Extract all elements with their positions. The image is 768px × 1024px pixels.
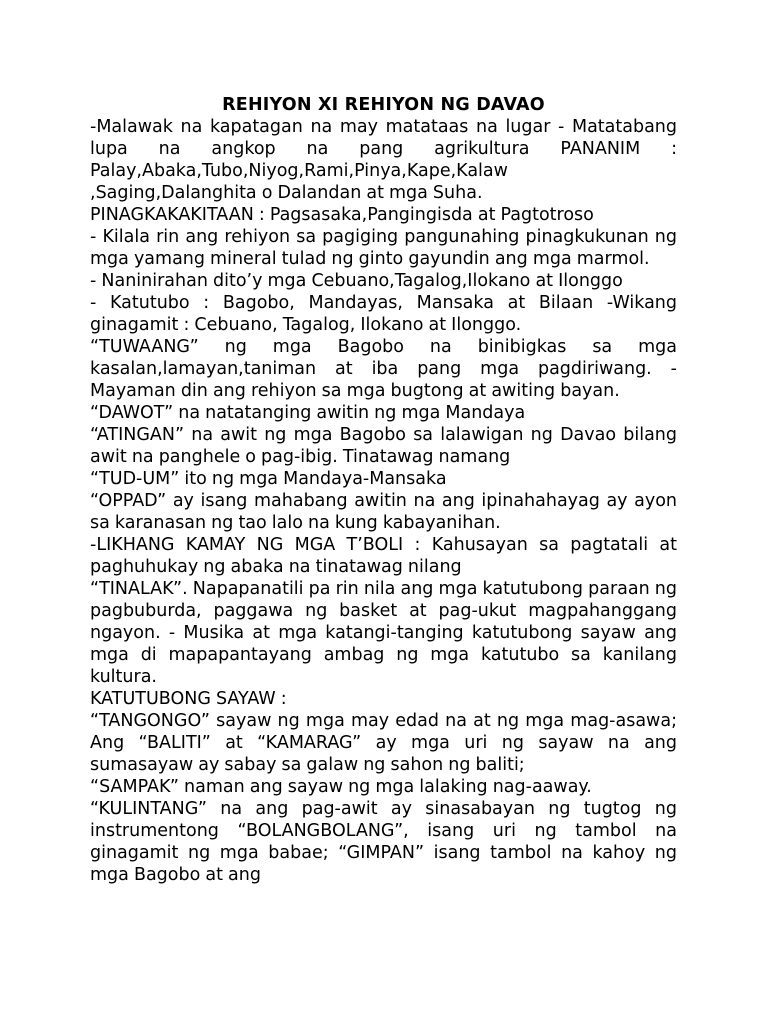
document-page	[90, 94, 677, 886]
paragraph-tangongo: “TANGONGO” sayaw ng mga may edad na at ng mga mag-asawa; Ang “BALITI” at “KAMARAG” ay mga uri ng sayaw na ang sumasayaw ay sabay sa galaw ng sahon ng baliti;	[90, 711, 677, 775]
paragraph-tinalak: “TINALAK”. Napapanatili pa rin nila ang mga katutubong paraan ng pagbuburda, paggawa ng basket at pag-ukut magpahanggang ngayon. - Musika at mga katangi-tanging katutubong sayaw ang mga di mapapantayang ambag ng mga katutubo sa kanilang kultura.	[90, 579, 677, 687]
paragraph-sampak: “SAMPAK” naman ang sayaw ng mga lalaking nag-aaway.	[90, 777, 592, 797]
paragraph-dawot: “DAWOT” na natatanging awitin ng mga Mandaya	[90, 403, 526, 423]
paragraph-intro: -Malawak na kapatagan na may matataas na lugar - Matatabang lupa na angkop na pang agrikultura PANANIM : Palay,Abaka,Tubo,Niyog,Rami,Pinya,Kape,Kalaw ,Saging,Dalanghita o Dalandan at mga Suha.	[90, 117, 677, 203]
paragraph-tboli-crafts: -LIKHANG KAMAY NG MGA T’BOLI : Kahusayan sa pagtatali at paghuhukay ng abaka na tinatawag nilang	[90, 535, 677, 577]
paragraph-atingan: “ATINGAN” na awit ng mga Bagobo sa lalawigan ng Davao bilang awit na panghele o pag-ibig. Tinatawag namang	[90, 425, 677, 467]
paragraph-oppad: “OPPAD” ay isang mahabang awitin na ang ipinahahayag ay ayon sa karanasan ng tao lalo na kung kabayanihan.	[90, 491, 677, 533]
paragraph-dances-heading: KATUTUBONG SAYAW :	[90, 689, 287, 709]
paragraph-natives: - Katutubo : Bagobo, Mandayas, Mansaka at Bilaan -Wikang ginagamit : Cebuano, Tagalog, Ilokano at Ilonggo.	[90, 293, 677, 335]
paragraph-kulintang: “KULINTANG” na ang pag-awit ay sinasabayan ng tugtog ng instrumentong “BOLANGBOLANG”, isang uri ng tambol na ginagamit ng mga babae; “GIMPAN” isang tambol na kahoy ng mga Bagobo at ang	[90, 799, 677, 885]
paragraph-tuwaang: “TUWAANG” ng mga Bagobo na binibigkas sa mga kasalan,lamayan,taniman at iba pang mga pagdiriwang. - Mayaman din ang rehiyon sa mga bugtong at awiting bayan.	[90, 337, 677, 401]
paragraph-inhabitants: - Naninirahan dito’y mga Cebuano,Tagalog,Ilokano at Ilonggo	[90, 271, 623, 291]
paragraph-minerals: - Kilala rin ang rehiyon sa pagiging pangunahing pinagkukunan ng mga yamang mineral tulad ng ginto gayundin ang mga marmol.	[90, 227, 677, 269]
document-title: REHIYON XI REHIYON NG DAVAO	[222, 95, 545, 115]
paragraph-tud-um: “TUD-UM” ito ng mga Mandaya-Mansaka	[90, 469, 447, 489]
paragraph-livelihood: PINAGKAKAKITAAN : Pagsasaka,Pangingisda at Pagtotroso	[90, 205, 594, 225]
